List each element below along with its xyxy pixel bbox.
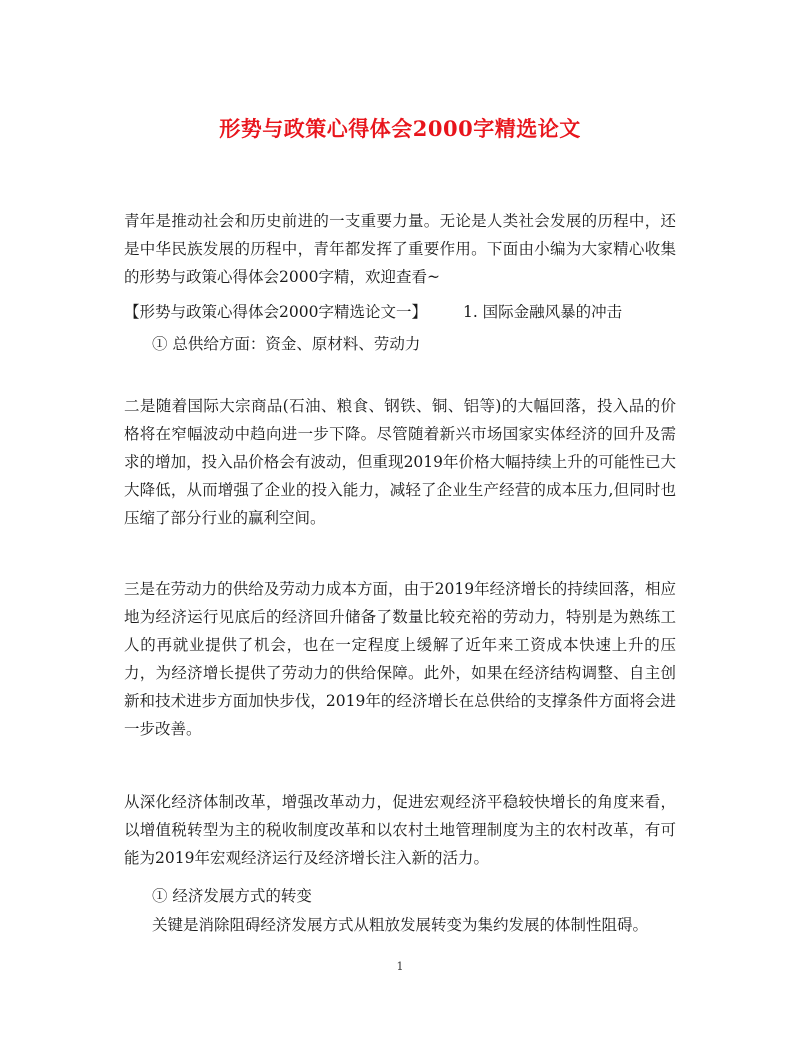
document-title: 形势与政策心得体会2000字精选论文 bbox=[219, 116, 581, 141]
intro-paragraph: 青年是推动社会和历史前进的一支重要力量。无论是人类社会发展的历程中，还是中华民族发展的历程中，青年都发挥了重要作用。下面由小编为大家精心收集的形势与政策心得体会2000字精，欢迎查看~ bbox=[124, 212, 676, 286]
paragraph-three: 三是在劳动力的供给及劳动力成本方面，由于2019年经济增长的持续回落，相应地为经济运行见底后的经济回升储备了数量比较充裕的劳动力，特别是为熟练工人的再就业提供了机会，也在一定程度上缓解了近年来工资成本快速上升的压力，为经济增长提供了劳动力的供给保障。此外，如果在经济结构调整、自主创新和技术进步方面加快步伐，2019年的经济增长在总供给的支撑条件方面将会进一步改善。 bbox=[124, 580, 676, 738]
paragraph-four: 从深化经济体制改革，增强改革动力，促进宏观经济平稳较快增长的角度来看，以增值税转型为主的税收制度改革和以农村土地管理制度为主的农村改革，有可能为2019年宏观经济运行及经济增长注入新的活力。 bbox=[124, 793, 676, 867]
section-heading: 【形势与政策心得体会2000字精选论文一】 bbox=[124, 303, 427, 321]
subheading: 1. 国际金融风暴的冲击 bbox=[462, 303, 623, 321]
page-number: 1 bbox=[396, 960, 404, 973]
closing-line: 关键是消除阻碍经济发展方式从粗放发展转变为集约发展的体制性阻碍。 bbox=[152, 916, 649, 934]
supply-list-item: ① 总供给方面：资金、原材料、劳动力 bbox=[152, 335, 421, 353]
transform-list-item: ① 经济发展方式的转变 bbox=[152, 887, 312, 905]
section-heading-line bbox=[124, 298, 622, 326]
paragraph-two: 二是随着国际大宗商品(石油、粮食、钢铁、铜、铝等)的大幅回落，投入品的价格将在窄幅波动中趋向进一步下降。尽管随着新兴市场国家实体经济的回升及需求的增加，投入品价格会有波动，但重现2019年价格大幅持续上升的可能性已大大降低，从而增强了企业的投入能力，减轻了企业生产经营的成本压力,但同时也压缩了部分行业的赢利空间。 bbox=[124, 397, 676, 527]
